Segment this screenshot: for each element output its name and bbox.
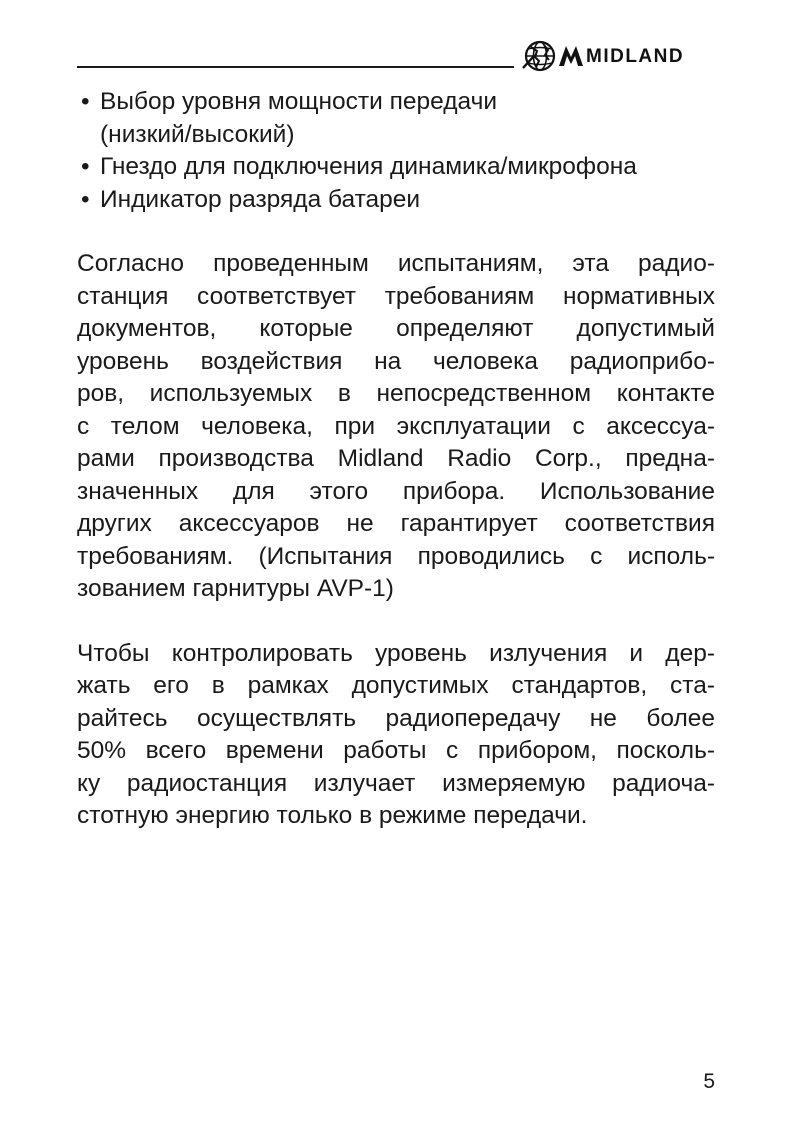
list-item-text: Выбор уровня мощности передачи (100, 88, 498, 115)
header-rule (77, 66, 514, 68)
text-line: значенных для этого прибора. Использование (77, 477, 715, 505)
text-line: зованием гарнитуры AVP-1) (77, 575, 394, 602)
text-line: с телом человека, при эксплуатации с аксессуа- (77, 412, 715, 440)
list-item-text: Гнездо для подключения динамика/микрофона (100, 153, 637, 180)
brand-name: MIDLAND (586, 45, 685, 67)
text-line: рами производства Midland Radio Corp., предна- (77, 445, 715, 472)
text-line: требованиям. (Испытания проводились с исполь- (77, 542, 715, 570)
midland-m-icon (558, 45, 584, 67)
text-line: райтесь осуществлять радиопередачу не более (77, 704, 715, 732)
text-line: Чтобы контролировать уровень излучения и дер- (77, 639, 715, 667)
bullet-marker: • (81, 88, 90, 115)
list-item (77, 86, 715, 151)
list-item-text: Индикатор разряда батареи (100, 185, 421, 213)
list-item (77, 151, 715, 184)
feature-list (77, 86, 715, 216)
text-line: стотную энергию только в режиме передачи. (77, 802, 588, 829)
globe-logo-icon (522, 38, 558, 74)
page-content (77, 86, 715, 833)
text-line: документов, которые определяют допустимый (77, 315, 715, 342)
page-number: 5 (703, 1070, 715, 1093)
list-item (77, 184, 715, 217)
text-line: станция соответствует требованиям нормативных (77, 282, 715, 310)
bullet-marker: • (81, 185, 90, 213)
text-line: других аксессуаров не гарантирует соответствия (77, 510, 715, 537)
text-line: уровень воздействия на человека радиоприбо- (77, 347, 715, 375)
text-line: жать его в рамках допустимых стандартов, ста- (77, 672, 715, 699)
midland-logo (522, 36, 684, 76)
paragraph-transmission (77, 638, 715, 833)
paragraph-compliance (77, 248, 715, 606)
text-line: Согласно проведенным испытаниям, эта радио- (77, 250, 715, 277)
text-line: 50% всего времени работы с прибором, посколь- (77, 737, 715, 764)
list-item-text: (низкий/высокий) (100, 120, 295, 148)
bullet-marker: • (81, 153, 90, 180)
text-line: ров, используемых в непосредственном контакте (77, 380, 715, 407)
text-line: ку радиостанция излучает измеряемую радиоча- (77, 769, 715, 797)
